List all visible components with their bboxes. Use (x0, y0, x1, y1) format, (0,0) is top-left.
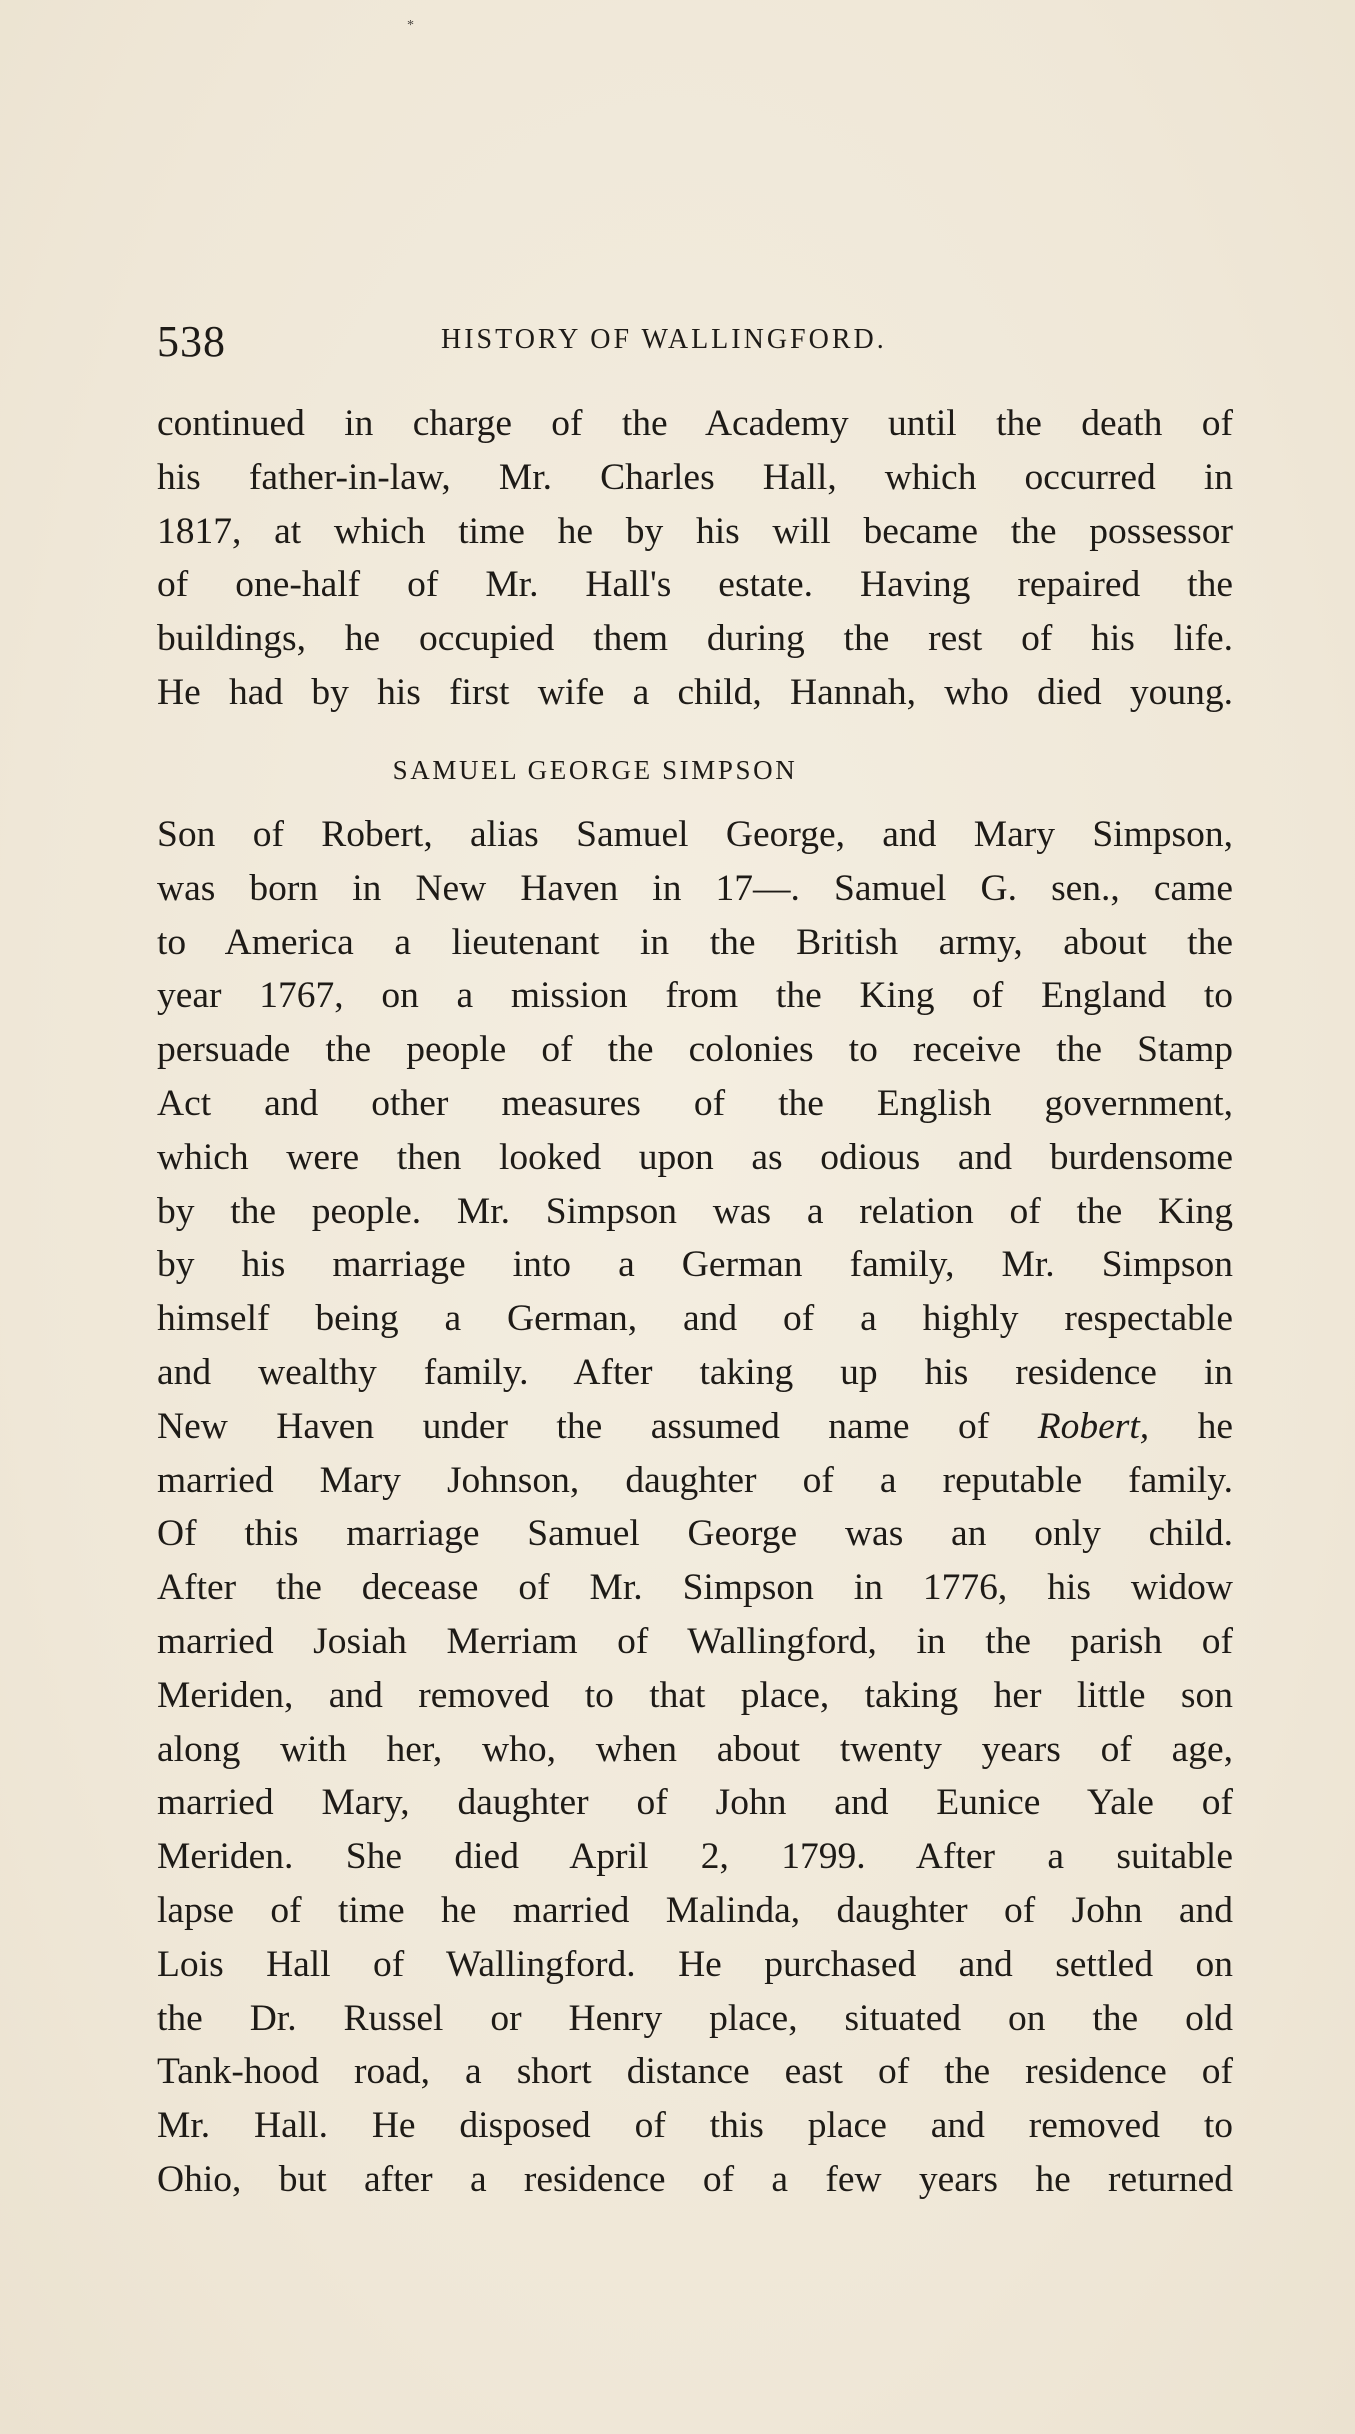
text-line: married Mary, daughter of John and Eunice Yale of (157, 1782, 1233, 1824)
text-line: the Dr. Russel or Henry place, situated on the old (157, 1997, 1233, 2039)
text-line: 1817, at which time he by his will became the possessor (157, 510, 1233, 552)
text-line: and wealthy family. After taking up his residence in (157, 1351, 1233, 1393)
text-line: Meriden. She died April 2, 1799. After a suitable (157, 1836, 1233, 1878)
text-line: Tank-hood road, a short distance east of the residence of (157, 2051, 1233, 2093)
ink-speck: * (407, 18, 414, 33)
text-line: Mr. Hall. He disposed of this place and removed to (157, 2105, 1233, 2147)
text-line: which were then looked upon as odious and burdensome (157, 1136, 1233, 1178)
text-line: year 1767, on a mission from the King of England to (157, 975, 1233, 1017)
text-line: married Josiah Merriam of Wallingford, in the parish of (157, 1620, 1233, 1662)
section-heading (157, 750, 1233, 790)
text-line: Ohio, but after a residence of a few years he returned (157, 2158, 1233, 2200)
text-line: Act and other measures of the English government, (157, 1082, 1233, 1124)
text-line: along with her, who, when about twenty years of age, (157, 1728, 1233, 1770)
italic-name: Robert, (1037, 1405, 1150, 1447)
page-number: 538 (157, 317, 226, 366)
paragraph-simpson (157, 808, 1233, 2207)
paragraph-continued (157, 397, 1233, 720)
text-line: himself being a German, and of a highly respectable (157, 1298, 1233, 1340)
text-line: He had by his first wife a child, Hannah, who died young. (157, 671, 1233, 713)
running-title: HISTORY OF WALLINGFORD. (441, 324, 887, 355)
text-line: persuade the people of the colonies to receive the Stamp (157, 1029, 1233, 1071)
text-line: Of this marriage Samuel George was an only child. (157, 1513, 1233, 1555)
text-segment: New Haven under the assumed name of (157, 1405, 1038, 1447)
text-line: After the decease of Mr. Simpson in 1776, his widow (157, 1567, 1233, 1609)
text-line: was born in New Haven in 17—. Samuel G. sen., came (157, 867, 1233, 909)
text-line: of one-half of Mr. Hall's estate. Having repaired the (157, 564, 1233, 606)
text-line: Meriden, and removed to that place, taking her little son (157, 1674, 1233, 1716)
running-head (157, 310, 1237, 370)
text-line: to America a lieutenant in the British army, about the (157, 921, 1233, 963)
section-heading-text: SAMUEL GEORGE SIMPSON (392, 755, 798, 785)
text-line-with-italic (157, 1400, 1233, 1454)
text-segment: he (1149, 1405, 1233, 1447)
text-line: by his marriage into a German family, Mr. Simpson (157, 1244, 1233, 1286)
text-line: Lois Hall of Wallingford. He purchased and settled on (157, 1943, 1233, 1985)
text-line: lapse of time he married Malinda, daughter of John and (157, 1889, 1233, 1931)
text-line: buildings, he occupied them during the rest of his life. (157, 618, 1233, 660)
text-line: married Mary Johnson, daughter of a reputable family. (157, 1459, 1233, 1501)
text-line: his father-in-law, Mr. Charles Hall, which occurred in (157, 456, 1233, 498)
text-line: by the people. Mr. Simpson was a relation of the King (157, 1190, 1233, 1232)
text-line: Son of Robert, alias Samuel George, and Mary Simpson, (157, 814, 1233, 855)
text-line: continued in charge of the Academy until the death of (157, 403, 1233, 444)
